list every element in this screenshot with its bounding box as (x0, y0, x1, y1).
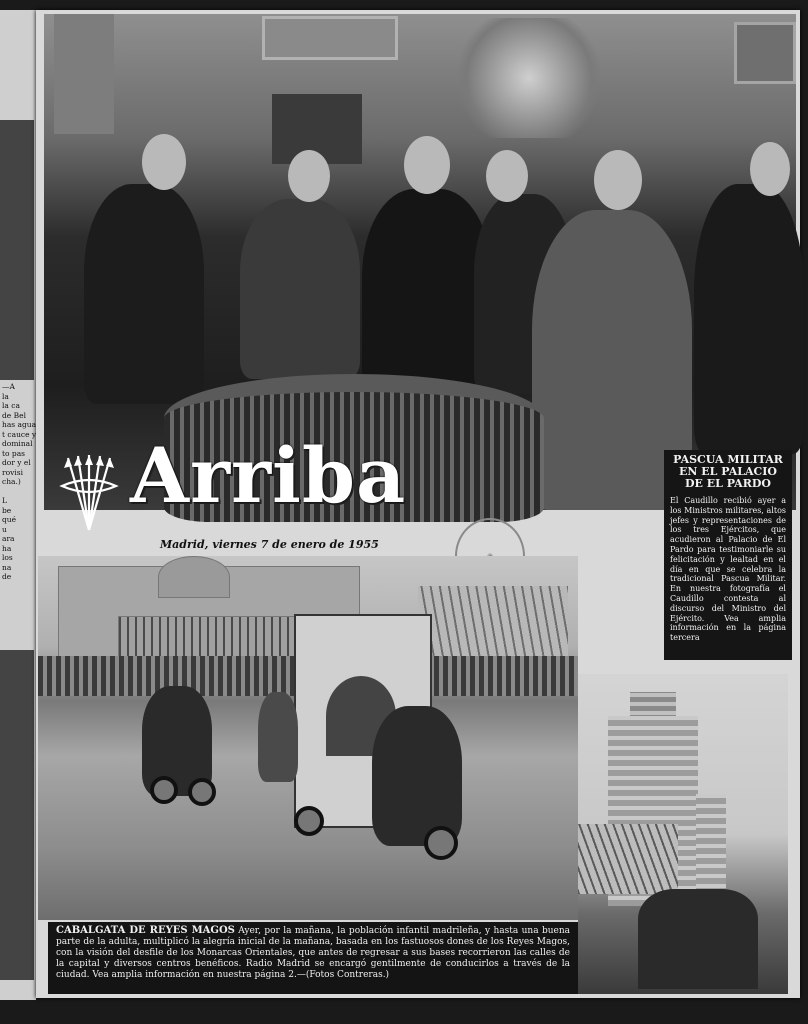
scooter-wheel (188, 778, 216, 806)
caudillo-head (594, 150, 642, 210)
scooter-riders (638, 889, 758, 989)
cabalgata-caption-box (48, 922, 578, 994)
scooter-wheel (150, 776, 178, 804)
officer-figure (694, 184, 804, 454)
trees (578, 824, 678, 894)
palace-dome (158, 556, 230, 598)
officer-head (486, 150, 528, 202)
officer-figure (84, 184, 204, 404)
officer-head (404, 136, 450, 194)
scooter-rider (372, 706, 462, 846)
chandelier (444, 18, 614, 138)
wall-painting (262, 16, 398, 60)
pascua-headline: PASCUA MILITAR EN EL PALACIO DE EL PARDO (673, 453, 783, 490)
officer-head (142, 134, 186, 190)
wall-curtain-left (54, 14, 114, 134)
wall-frame-right (734, 22, 796, 84)
cabalgata-photo (38, 556, 578, 920)
skyscraper-wing (696, 794, 726, 904)
adjacent-page-text: —A la la ca de Bel has agua t cauce y dominal to pas dor y el rovisi cha.) L be qué u ara ha los na de (2, 382, 37, 581)
yoke-and-arrows-emblem (58, 452, 120, 532)
float-wheel (294, 806, 324, 836)
edificio-espana-photo (578, 674, 788, 994)
adjacent-page-strip (0, 10, 36, 1000)
masthead-title: Arriba (130, 431, 407, 520)
officer-head (750, 142, 790, 196)
adjacent-photo-top (0, 120, 34, 380)
cabalgata-headline: CABALGATA DE REYES MAGOS (56, 925, 235, 936)
officer-head (288, 150, 330, 202)
scooter-rider (258, 692, 298, 782)
date-line: Madrid, viernes 7 de enero de 1955 (160, 538, 379, 551)
pascua-body: El Caudillo recibió ayer a los Ministros militares, altos jefes y representaciones de los tres Ejércitos, que acudieron al Palacio de El Pardo para testimoniarle su felicitación y lealtad en el día en que se celebra la tradicional Pascua Militar. En nuestra fotografía el Caudillo contesta al discurso del Ministro del Ejército. Vea amplia información en la página tercera (670, 496, 786, 643)
officer-figure (240, 199, 360, 379)
pascua-caption-box (664, 450, 792, 660)
adjacent-photo-bottom (0, 650, 34, 980)
scooter-wheel (424, 826, 458, 860)
cabalgata-body: Ayer, por la mañana, la población infantil madrileña, y hasta una buena parte de la adulta, multiplicó la alegría inicial de la mañana, basada en los fastuosos dones de los Reyes Magos, con la visión del desfile de los Monarcas Orientales, que antes de regresar a sus bases recorrieron las calles de la capital y diversos centros benéficos. Radio Madrid se encargó gentilmente de conducirlos a través de la ciudad. Vea amplia información en nuestra página 2.—(Fotos Contreras.) (56, 926, 570, 980)
